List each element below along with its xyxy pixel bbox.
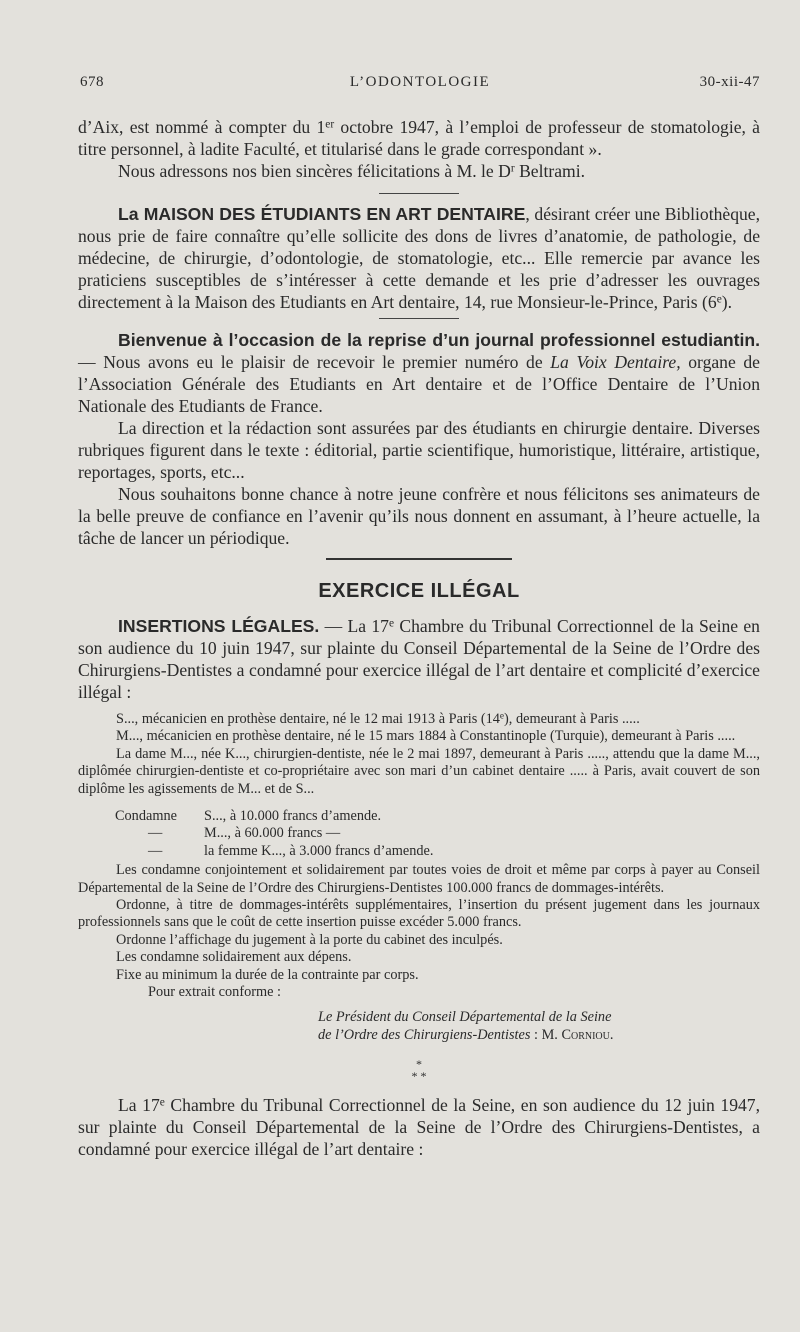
sentence-row: — M..., à 60.000 francs — (148, 825, 341, 842)
accused-list (78, 711, 760, 798)
bienvenue-heading: Bienvenue à l’occasion de la reprise d’un journal professionnel estudiantin. (118, 330, 760, 350)
running-header (80, 74, 760, 96)
sentence-row: Condamne S..., à 10.000 francs d’amende. (115, 808, 382, 825)
sentence-row: — la femme K..., à 3.000 francs d’amende. (148, 842, 434, 859)
judgment-paragraph: Les condamne solidairement aux dépens. (116, 949, 352, 966)
accused-item: S..., mécanicien en prothèse dentaire, né le 12 mai 1913 à Paris (14e), demeurant à Paris ..... (116, 711, 640, 727)
separator-rule (379, 193, 459, 194)
extract-line: Pour extrait conforme : (148, 984, 282, 1001)
sentence-list (78, 808, 760, 860)
accused-item: M..., mécanicien en prothèse dentaire, né le 15 mars 1884 à Constantinople (Turquie), demeurant à Paris ..... (116, 728, 736, 745)
maison-heading: La MAISON DES ÉTUDIANTS EN ART DENTAIRE (118, 204, 526, 224)
maison-paragraph: La MAISON DES ÉTUDIANTS EN ART DENTAIRE, désirant créer une Bibliothèque, nous prie de faire connaître qu’elle sollicite des dons de livres d’anatomie, de pathologie, de médecine, de chirurgie, d’odontologie, de stomatologie, etc... Elle remercie par avance les praticiens susceptibles de s’intéresser à cette demande et les prie d’adresser les ouvrages directement à la Maison des Etudiants en Art dentaire, 14, rue Monsieur-le-Prince, Paris (6e). (78, 204, 760, 312)
judgment-paragraph: Les condamne conjointement et solidairement par toutes voies de droit et même par corps à payer au Conseil Départemental de la Seine de l’Ordre des Chirurgiens-Dentistes 100.000 francs de dommages-intérêts. (78, 862, 760, 896)
accused-item: La dame M..., née K..., chirurgien-dentiste, née le 2 mai 1897, demeurant à Paris ....., attendu que la dame M..., diplômée chirurgien-dentiste et co-propriétaire avec son mari d’un cabinet dentaire ..... à Paris, avait couvert de son diplôme les agissements de M... et de S... (78, 745, 760, 797)
issue-date: 30-xii-47 (699, 74, 760, 90)
signatory-name: Corniou. (561, 1026, 614, 1043)
page-number: 678 (80, 74, 104, 90)
insertions-paragraph: INSERTIONS LÉGALES. — La 17e Chambre du Tribunal Correctionnel de la Seine en son audience du 10 juin 1947, sur plainte du Conseil Départemental de la Seine de l’Ordre des Chirurgiens-Dentistes a condamné pour exercice illégal de l’art dentaire et complicité d’exercice illégal : (78, 616, 760, 702)
insertions-heading: INSERTIONS LÉGALES. (118, 616, 320, 636)
journal-name: La Voix Dentaire, (550, 352, 681, 372)
bienvenue-paragraph: Bienvenue à l’occasion de la reprise d’un journal professionnel estudiantin. — Nous avons eu le plaisir de recevoir le premier numéro de La Voix Dentaire, organe de l’Association Générale des Etudiants en Art dentaire et de l’Office Dentaire de l’Union Nationale des Etudiants de France. (78, 330, 760, 416)
judgment-text (78, 862, 760, 1001)
section-rule (326, 558, 512, 560)
intro-paragraph: d’Aix, est nommé à compter du 1er octobre 1947, à l’emploi de professeur de stomatologie, à titre personnel, à ladite Faculté, et titularisé dans le grade correspondant ». (78, 117, 760, 159)
direction-paragraph: La direction et la rédaction sont assurées par des étudiants en chirurgie dentaire. Diverses rubriques figurent dans le texte : éditorial, partie scientifique, humoristique, littéraire, artistique, reportages, sports, etc... (78, 418, 760, 482)
judgment-paragraph: Fixe au minimum la durée de la contrainte par corps. (116, 966, 419, 983)
judgment-paragraph: Ordonne l’affichage du jugement à la porte du cabinet des inculpés. (116, 931, 503, 948)
wishes-paragraph: Nous souhaitons bonne chance à notre jeune confrère et nous félicitons ses animateurs de la belle preuve de confiance en l’avenir qu’ils nous donnent en assumant, à l’heure actuelle, la tâche de lancer un périodique. (78, 484, 760, 548)
section-stars: * * * (411, 1056, 427, 1083)
judgment-paragraph: Ordonne, à titre de dommages-intérêts supplémentaires, l’insertion du présent jugement dans les journaux professionnels sans que le coût de cette insertion puisse excéder 5.000 francs. (78, 897, 760, 931)
section-title: EXERCICE ILLÉGAL (318, 580, 520, 602)
journal-title: L’ODONTOLOGIE (349, 74, 491, 90)
signature-line: Le Président du Conseil Départemental de la Seine (318, 1008, 612, 1025)
final-paragraph: La 17e Chambre du Tribunal Correctionnel de la Seine, en son audience du 12 juin 1947, sur plainte du Conseil Départemental de la Seine de l’Ordre des Chirurgiens-Dentistes, a condamné pour exercice illégal de l’art dentaire : (78, 1094, 760, 1159)
separator-rule (379, 318, 459, 319)
signature-line: de l’Ordre des Chirurgiens-Dentistes : M. Corniou. (318, 1026, 614, 1043)
congratulations-paragraph: Nous adressons nos bien sincères félicitations à M. le $D^r$ Beltrami. (118, 161, 586, 181)
article-body (78, 116, 760, 1160)
signature-block (78, 1008, 760, 1044)
